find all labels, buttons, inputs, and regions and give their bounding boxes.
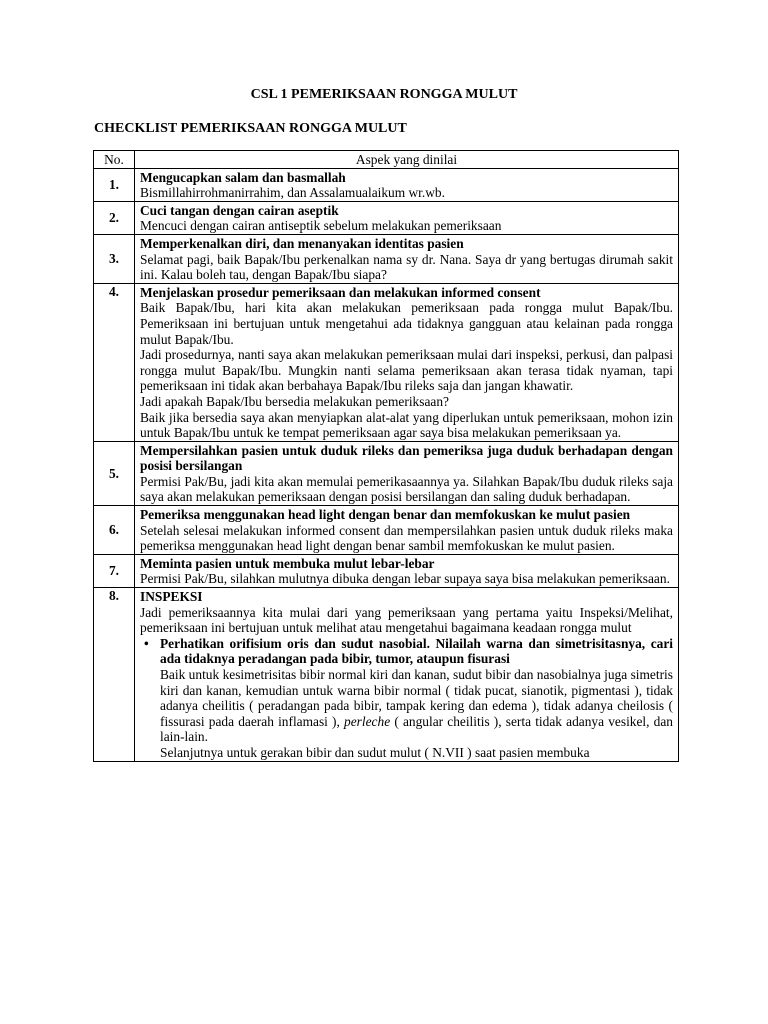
- row-paragraph: Bismillahirrohmanirrahim, dan Assalamualaikum wr.wb.: [140, 185, 445, 201]
- row-content: [135, 554, 679, 587]
- column-header-no: No.: [94, 151, 135, 169]
- table-header-row: [94, 151, 679, 169]
- checklist-table: [93, 150, 679, 762]
- row-heading: Mempersilahkan pasien untuk duduk rileks dan pemeriksa juga duduk berhadapan dengan posisi bersilangan: [140, 442, 673, 474]
- row-paragraph: Jadi apakah Bapak/Ibu bersedia melakukan pemeriksaan?: [140, 393, 449, 409]
- bullet-text: Baik untuk kesimetrisitas bibir normal kiri dan kanan, sudut bibir dan nasobialnya juga simetris kiri dan kanan, kemudian untuk warna bibir normal ( tidak pucat, sianotik, pigmentasi ), tidak adanya cheilitis ( peradangan pada bibir, tampak kering dan edema ), tidak adanya cheilosis ( fissurasi pada daerah inflamasi ),: [160, 667, 673, 729]
- row-number: 7.: [94, 554, 135, 587]
- table-row: [94, 588, 679, 762]
- row-paragraph: Jadi prosedurnya, nanti saya akan melakukan pemeriksaan mulai dari inspeksi, perkusi, dan palpasi rongga mulut Bapak/Ibu. Mungkin nanti selama pemeriksaan akan terasa tidak nyaman, tapi pemeriksaan ini tidak akan berbahaya Bapak/Ibu rileks saja dan jangan khawatir.: [140, 347, 673, 394]
- row-paragraph: Baik jika bersedia saya akan menyiapkan alat-alat yang diperlukan untuk pemeriksaan, mohon izin untuk Bapak/Ibu untuk ke tempat pemeriksaan agar saya bisa melakukan pemeriksaan ya.: [140, 409, 673, 441]
- column-header-aspect: Aspek yang dinilai: [135, 151, 679, 169]
- table-row: [94, 283, 679, 441]
- table-row: [94, 441, 679, 505]
- checklist-title: CHECKLIST PEMERIKSAAN RONGGA MULUT: [94, 121, 407, 136]
- row-content: [135, 201, 679, 234]
- row-content: [135, 234, 679, 283]
- row-paragraph: Jadi pemeriksaannya kita mulai dari yang pemeriksaan yang pertama yaitu Inspeksi/Melihat, pemeriksaan ini bertujuan untuk melihat atau mengetahui bagaimana keadaan rongga mulut: [140, 604, 673, 636]
- row-paragraph: Selamat pagi, baik Bapak/Ibu perkenalkan nama sy dr. Nana. Saya dr yang bertugas dirumah sakit ini. Kalau boleh tau, dengan Bapak/Ibu siapa?: [140, 251, 673, 283]
- table-row: [94, 506, 679, 555]
- row-number: 4.: [94, 283, 135, 441]
- bullet-continuation: Selanjutnya untuk gerakan bibir dan sudut mulut ( N.VII ) saat pasien membuka: [160, 744, 590, 760]
- row-paragraph: Permisi Pak/Bu, jadi kita akan memulai pemerikasaannya ya. Silahkan Bapak/Ibu duduk rileks saja saya akan melakukan pemeriksaan dengan posisi bersilangan dan saling duduk berhadapan.: [140, 473, 673, 505]
- bullet-icon: •: [144, 635, 149, 651]
- row-paragraph: Mencuci dengan cairan antiseptik sebelum melakukan pemeriksaan: [140, 218, 502, 234]
- bullet-italic-term: perleche: [344, 713, 391, 729]
- bullet-paragraph: [160, 667, 673, 745]
- row-heading: Memperkenalkan diri, dan menanyakan identitas pasien: [140, 235, 464, 251]
- row-content: [135, 168, 679, 201]
- table-row: [94, 201, 679, 234]
- table-row: [94, 168, 679, 201]
- row-number: 1.: [94, 168, 135, 201]
- row-heading: Cuci tangan dengan cairan aseptik: [140, 202, 339, 218]
- row-content: [135, 283, 679, 441]
- row-paragraph: Setelah selesai melakukan informed consent dan mempersilahkan pasien untuk duduk rileks maka pemeriksa menggunakan head light dengan benar sambil memfokuskan ke mulut pasien.: [140, 522, 673, 554]
- row-number: 8.: [94, 588, 135, 762]
- row-number: 2.: [94, 201, 135, 234]
- table-row: [94, 234, 679, 283]
- row-paragraph: Baik Bapak/Ibu, hari kita akan melakukan pemeriksaan pada rongga mulut Bapak/Ibu. Pemeriksaan ini bertujuan untuk mengetahui ada tidaknya gangguan atau kelainan pada rongga mulut Bapak/Ibu.: [140, 300, 673, 347]
- row-heading: Menjelaskan prosedur pemeriksaan dan melakukan informed consent: [140, 284, 541, 300]
- row-number: 3.: [94, 234, 135, 283]
- bullet-heading: Perhatikan orifisium oris dan sudut nasobial. Nilailah warna dan simetrisitasnya, cari ada tidaknya peradangan pada bibir, tumor, ataupun fisurasi: [160, 635, 673, 667]
- row-heading: Pemeriksa menggunakan head light dengan benar dan memfokuskan ke mulut pasien: [140, 507, 631, 523]
- row-heading: Meminta pasien untuk membuka mulut lebar-lebar: [140, 555, 435, 571]
- row-heading: INSPEKSI: [140, 589, 203, 605]
- document-title: CSL 1 PEMERIKSAAN RONGGA MULUT: [250, 87, 518, 102]
- bullet-text-end: ( angular cheilitis ), serta tidak adanya vesikel, dan lain-lain.: [160, 713, 673, 745]
- row-paragraph: Permisi Pak/Bu, silahkan mulutnya dibuka dengan lebar supaya saya bisa melakukan pemeriksaan.: [140, 571, 670, 587]
- row-number: 6.: [94, 506, 135, 555]
- row-content: [135, 441, 679, 505]
- row-content: [135, 588, 679, 762]
- bullet-item: [140, 636, 673, 761]
- row-content: [135, 506, 679, 555]
- row-number: 5.: [94, 441, 135, 505]
- table-row: [94, 554, 679, 587]
- row-heading: Mengucapkan salam dan basmallah: [140, 169, 346, 185]
